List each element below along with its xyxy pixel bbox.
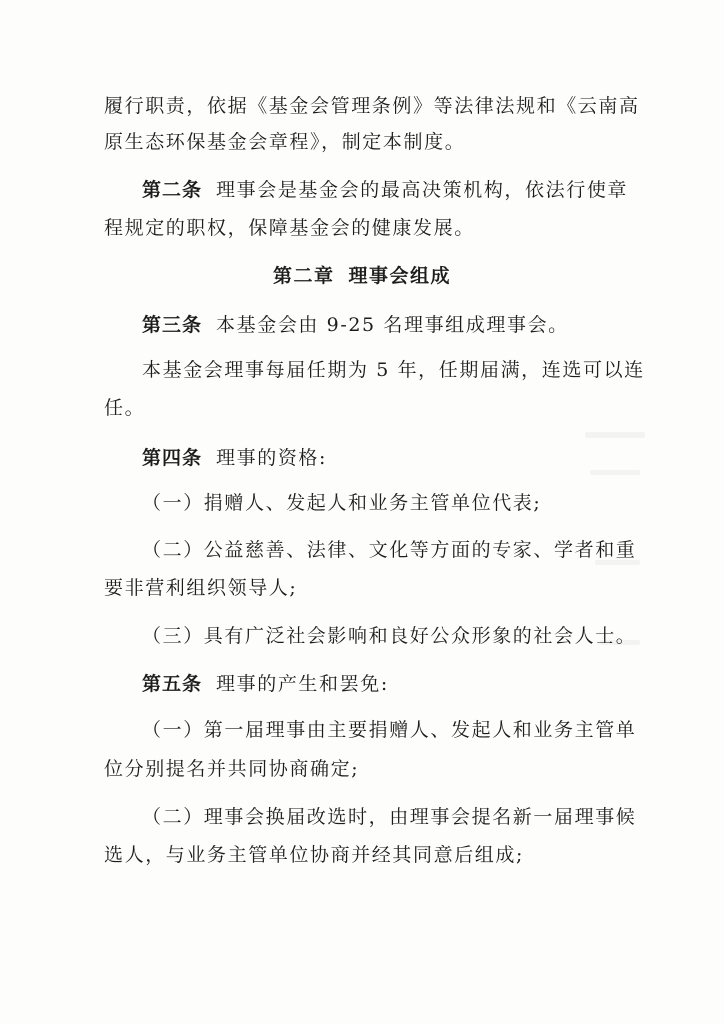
scan-artifact: [585, 432, 645, 438]
article-4-item-3: （三）具有广泛社会影响和良好公众形象的社会人士。: [142, 625, 637, 647]
article-5-item-1-line-2: 位分别提名并共同协商确定;: [104, 758, 360, 780]
article-5-text: 理事的产生和罢免:: [216, 673, 389, 695]
article-5-item-2-line-2: 选人，与业务主管单位协商并经其同意后组成;: [104, 844, 525, 866]
article-4-line-1: [142, 446, 327, 470]
article-3-heading: 第三条: [142, 314, 203, 336]
scan-artifact: [600, 640, 640, 645]
scan-artifact: [590, 470, 640, 475]
chapter-title: 理事会组成: [348, 265, 452, 287]
article-3-line-1: [142, 313, 569, 337]
article-5-line-1: [142, 672, 389, 696]
article-5-item-2-line-1: （二）理事会换届改选时，由理事会提名新一届理事候: [142, 806, 637, 828]
article-4-heading: 第四条: [142, 447, 203, 469]
chapter-heading: [0, 264, 724, 288]
article-1-line-1: 履行职责，依据《基金会管理条例》等法律法规和《云南高: [104, 95, 640, 117]
article-4-text: 理事的资格:: [216, 447, 328, 469]
article-4-item-1: （一）捐赠人、发起人和业务主管单位代表;: [142, 492, 542, 514]
article-2-line-2: 程规定的职权，保障基金会的健康发展。: [104, 217, 475, 239]
article-3b-line-2: 任。: [104, 397, 146, 419]
chapter-number: 第二章: [272, 265, 335, 287]
article-3b-line-1: 本基金会理事每届任期为 5 年，任期届满，连选可以连: [142, 359, 645, 381]
scan-artifact: [595, 560, 640, 565]
article-1-line-2: 原生态环保基金会章程》，制定本制度。: [104, 131, 466, 153]
article-2-heading: 第二条: [142, 179, 203, 201]
article-2-text: 理事会是基金会的最高决策机构，依法行使章: [216, 179, 629, 201]
article-5-item-1-line-1: （一）第一届理事由主要捐赠人、发起人和业务主管单: [142, 719, 637, 741]
article-4-item-2-line-1: （二）公益慈善、法律、文化等方面的专家、学者和重: [142, 539, 637, 561]
article-3-text: 本基金会由 9-25 名理事组成理事会。: [216, 314, 569, 336]
article-5-heading: 第五条: [142, 673, 203, 695]
article-2-line-1: [142, 178, 628, 202]
article-4-item-2-line-2: 要非营利组织领导人;: [104, 577, 298, 599]
